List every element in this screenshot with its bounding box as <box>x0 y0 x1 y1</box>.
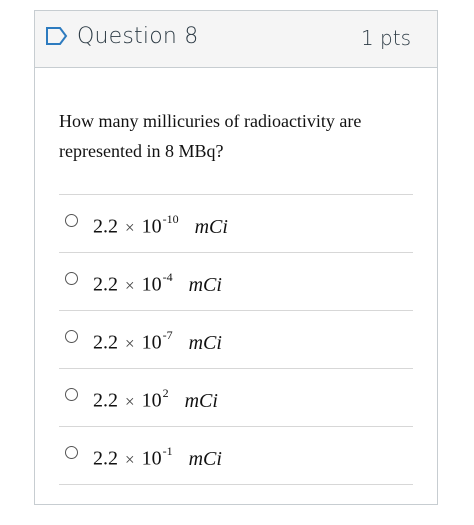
answer-coefficient: 2.2 <box>93 447 118 470</box>
times-symbol: × <box>125 217 135 237</box>
answer-label <box>93 208 228 241</box>
answer-option-5[interactable] <box>59 427 413 485</box>
times-symbol: × <box>125 449 135 469</box>
radio-button[interactable] <box>65 330 78 343</box>
answer-option-3[interactable] <box>59 311 413 369</box>
answer-base: 10 <box>141 215 162 238</box>
question-card <box>34 10 438 505</box>
points-value: 1 pts <box>360 26 411 50</box>
answer-exponent: -1 <box>162 444 173 458</box>
answer-unit: mCi <box>184 389 218 412</box>
answer-coefficient: 2.2 <box>93 215 118 238</box>
answer-label <box>93 382 218 415</box>
question-body <box>35 106 437 485</box>
times-symbol: × <box>125 333 135 353</box>
answer-unit: mCi <box>188 447 222 470</box>
radio-button[interactable] <box>65 388 78 401</box>
question-header <box>35 11 437 68</box>
answer-base: 10 <box>141 331 162 354</box>
answer-label <box>93 440 222 473</box>
bookmark-flag-icon[interactable] <box>45 26 69 46</box>
answer-coefficient: 2.2 <box>93 273 118 296</box>
answer-option-2[interactable] <box>59 253 413 311</box>
answer-base: 10 <box>141 389 162 412</box>
answer-list <box>59 194 413 485</box>
answer-exponent: 2 <box>162 386 169 400</box>
answer-exponent: -7 <box>162 328 173 342</box>
radio-button[interactable] <box>65 446 78 459</box>
answer-base: 10 <box>141 447 162 470</box>
answer-option-1[interactable] <box>59 195 413 253</box>
radio-button[interactable] <box>65 214 78 227</box>
answer-exponent: -4 <box>162 270 173 284</box>
question-text: How many millicuries of radioactivity are represented in 8 MBq? <box>59 111 362 161</box>
question-title: Question 8 <box>77 24 199 49</box>
answer-label <box>93 266 222 299</box>
answer-base: 10 <box>141 273 162 296</box>
times-symbol: × <box>125 275 135 295</box>
radio-button[interactable] <box>65 272 78 285</box>
answer-unit: mCi <box>188 331 222 354</box>
answer-coefficient: 2.2 <box>93 331 118 354</box>
answer-exponent: -10 <box>162 212 179 226</box>
answer-unit: mCi <box>194 215 228 238</box>
answer-label <box>93 324 222 357</box>
answer-coefficient: 2.2 <box>93 389 118 412</box>
times-symbol: × <box>125 391 135 411</box>
answer-unit: mCi <box>188 273 222 296</box>
answer-option-4[interactable] <box>59 369 413 427</box>
